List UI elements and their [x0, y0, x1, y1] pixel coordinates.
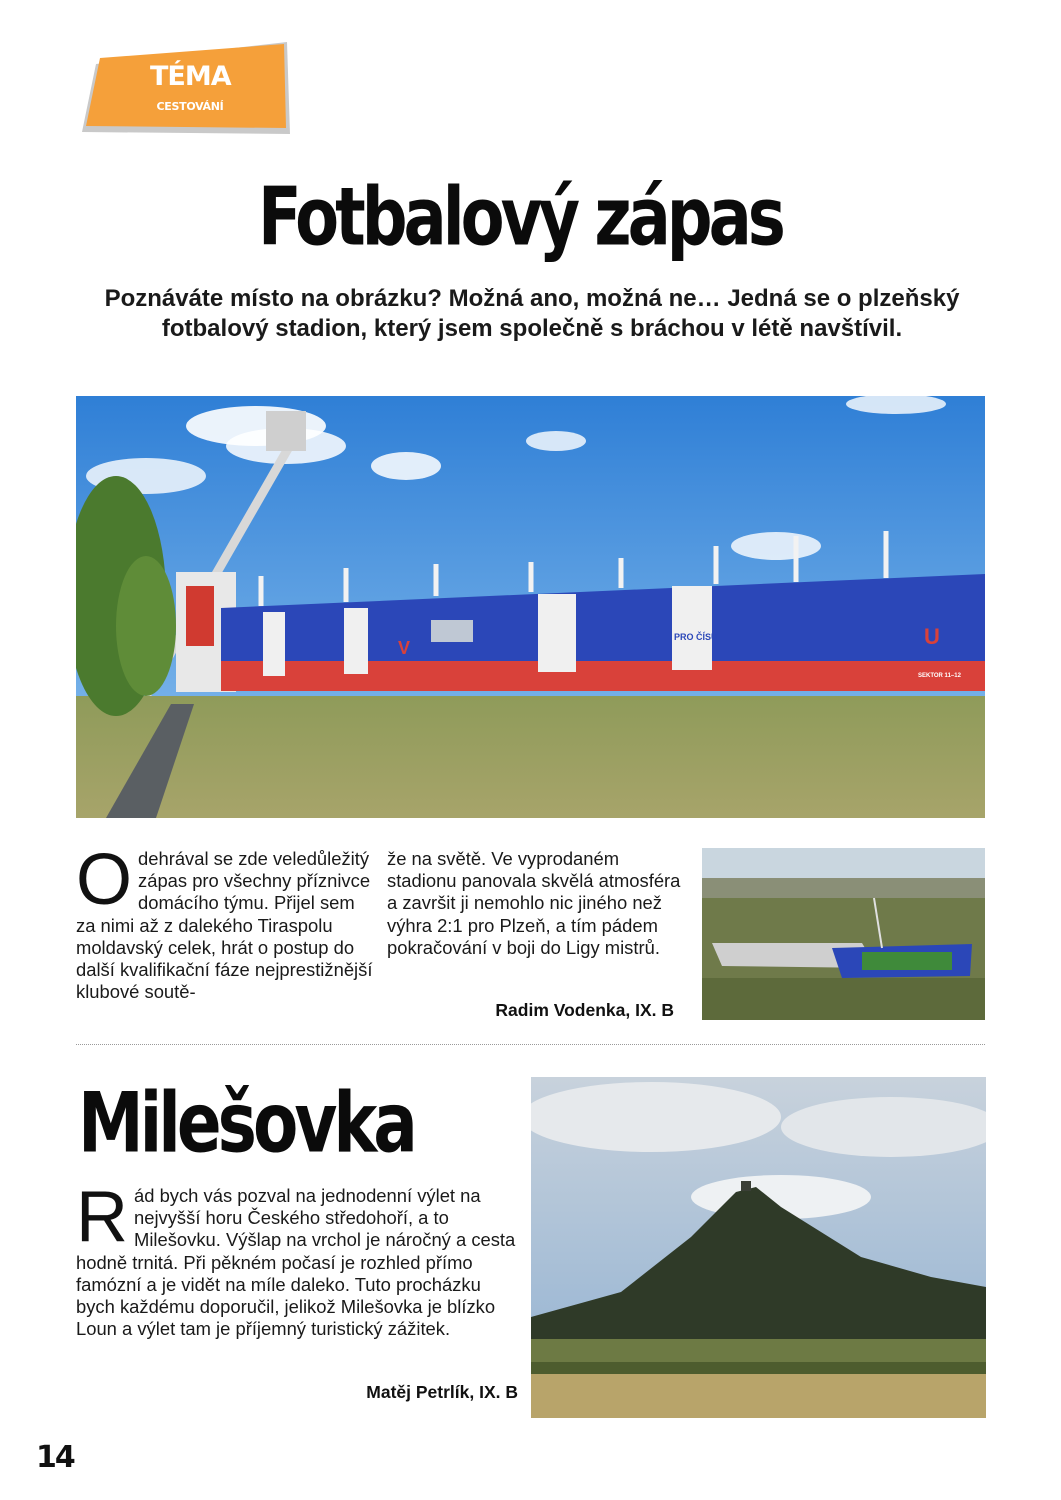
article-text-column-1 — [76, 840, 374, 1003]
article-text-column-2: že na světě. Ve vyprodaném stadionu panovala skvělá atmosféra a završit ji nemohlo nic jiného než výhra 2:1 pro Plzeň, a tím pádem pokračování v boji do Ligy mistrů. — [387, 848, 681, 958]
stadium-letter-right: U — [924, 624, 940, 649]
article-author: Matěj Petrlík, IX. B — [366, 1382, 518, 1402]
page-number: 14 — [36, 1440, 74, 1475]
tag-title: TÉMA — [150, 61, 231, 92]
article-title: Milešovka — [78, 1075, 414, 1172]
tag-subtitle: CESTOVÁNÍ — [156, 100, 224, 113]
article-lead: Poznáváte místo na obrázku? Možná ano, možná ne… Jedná se o plzeňský fotbalový stadion, který jsem společně s bráchou v létě navštívil. — [104, 285, 960, 342]
stadium-letter-left: V — [398, 638, 411, 658]
stadium-banner-text: PRO ČÍSU — [674, 632, 718, 642]
drop-cap: O — [76, 840, 133, 920]
article-text: ád bych vás pozval na jednodenní výlet na nejvyšší horu Českého středohoří, a to Milešovku. Výšlap na vrchol je náročný a cesta hodně trnitá. Při pěkném počasí je rozhled přímo famózní a je vidět na míle daleko. Tuto procházku bych každému doporučil, jelikož Milešovka je blízko Loun a výlet tam je příjemný turistický zážitek. — [76, 1185, 516, 1340]
article-text-column — [76, 1177, 516, 1340]
article-author: Radim Vodenka, IX. B — [495, 1000, 674, 1020]
stadium-sector-text: SEKTOR 11–12 — [918, 673, 961, 679]
article-title: Fotbalový zápas — [258, 172, 782, 265]
stadium-photo — [76, 396, 985, 818]
drop-cap: R — [76, 1177, 128, 1257]
section-tag-badge — [82, 42, 292, 142]
mountain-photo — [531, 1077, 986, 1418]
stadium-aerial-photo — [702, 848, 985, 1020]
section-divider — [76, 1044, 985, 1045]
article-text: dehrával se zde veledůležitý zápas pro všechny příznivce domácího týmu. Přijel sem za nimi až z dalekého Tiraspolu moldavský celek, hrát o postup do další kvalifikační fáze nejprestižnější klubové soutě- — [76, 848, 373, 1003]
